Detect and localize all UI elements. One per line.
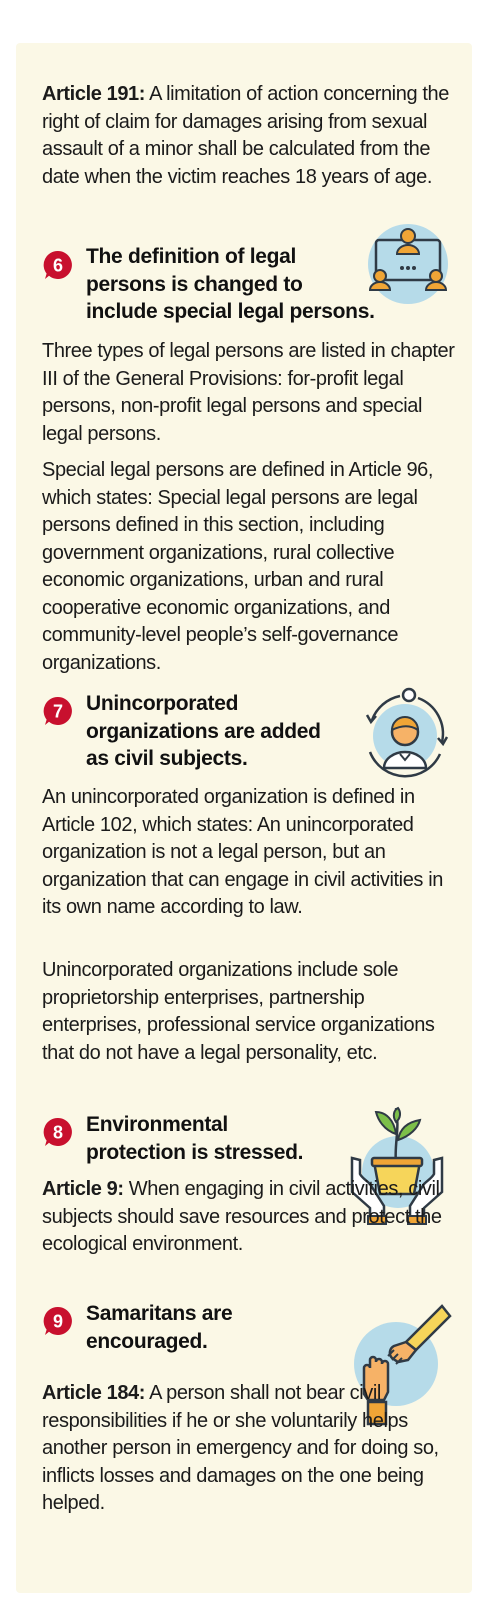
svg-text:9: 9 [52, 1311, 64, 1332]
section-7-badge [42, 695, 74, 727]
section-6-heading: The definition of legal persons is changed to include special legal persons. [86, 245, 375, 323]
article-184-text: A person shall not bear civil responsibilities if he or she voluntarily helps another person in emergency and for doing so, inflicts losses and damages on the one being helped. [42, 1382, 439, 1514]
section-6-paragraph-1: Three types of legal persons are listed in chapter III of the General Provisions: for-profit legal persons, non-profit legal persons and special legal persons. [42, 340, 455, 445]
article-9-paragraph [42, 1176, 462, 1259]
section-9-badge [42, 1305, 74, 1337]
article-184-label: Article 184: [42, 1382, 146, 1404]
section-7-paragraph-2: Unincorporated organizations include sole proprietorship enterprises, partnership enterprises, professional service organizations that do not have a legal personality, etc. [42, 959, 435, 1064]
svg-text:8: 8 [52, 1122, 64, 1143]
svg-text:6: 6 [52, 255, 64, 276]
article-9-label: Article 9: [42, 1178, 124, 1200]
article-191-label: Article 191: [42, 83, 146, 105]
article-184-paragraph [42, 1380, 462, 1518]
org-chart-icon [364, 220, 452, 308]
section-6-badge [42, 249, 74, 281]
section-7-heading: Unincorporated organizations are added as civil subjects. [86, 692, 321, 770]
section-8-heading: Environmental protection is stressed. [86, 1113, 304, 1164]
section-6-paragraph-2: Special legal persons are defined in Article 96, which states: Special legal persons are legal persons defined in this section, including government organizations, rural collective economic organizations, urban and rural cooperative economic organizations, and community-level people’s self-governance organizations. [42, 459, 434, 674]
svg-text:7: 7 [52, 701, 64, 722]
article-191-text: A limitation of action concerning the right of claim for damages arising from sexual assault of a minor shall be calculated from the date when the victim reaches 18 years of age. [42, 83, 449, 188]
article-191-paragraph [42, 81, 462, 191]
section-9-heading: Samaritans are encouraged. [86, 1302, 233, 1353]
article-9-text: When engaging in civil activities, civil subjects should save resources and protect the ecological environment. [42, 1178, 442, 1255]
section-7-paragraph-1: An unincorporated organization is defined in Article 102, which states: An unincorporated organization is not a legal person, but an organization that can engage in civil activities in its own name according to law. [42, 786, 443, 918]
person-cycle-icon [356, 686, 452, 784]
section-8-badge [42, 1116, 74, 1148]
